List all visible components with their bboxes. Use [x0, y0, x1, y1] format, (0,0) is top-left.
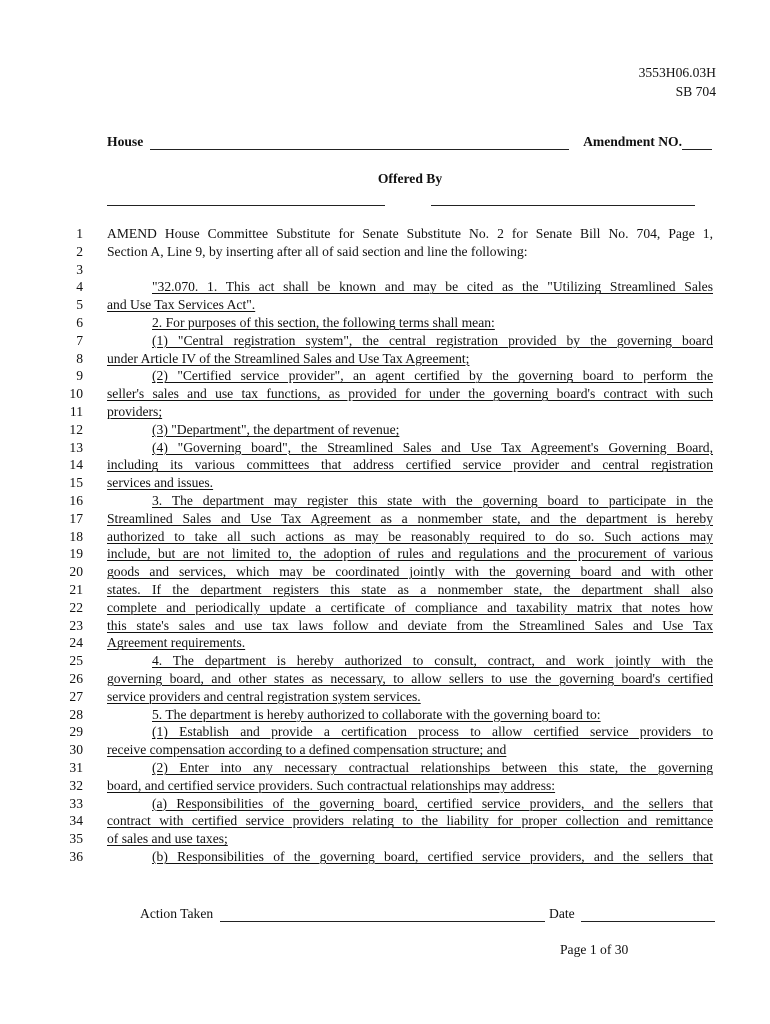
line-text: board, and certified service providers. Such contractual relationships may address: — [107, 777, 556, 793]
line-number: 2 — [76, 243, 83, 259]
document-line — [0, 225, 770, 243]
line-number: 11 — [69, 403, 83, 419]
document-line — [0, 830, 770, 848]
line-number: 16 — [69, 492, 83, 508]
line-text: 3. The department may register this state with the governing board to participate in the — [152, 492, 713, 508]
document-line — [0, 617, 770, 635]
line-number: 36 — [69, 848, 83, 864]
line-text: (2) "Certified service provider", an agent certified by the governing board to perform the — [152, 368, 713, 384]
document-line — [0, 777, 770, 795]
document-line — [0, 314, 770, 332]
document-line — [0, 332, 770, 350]
document-line — [0, 510, 770, 528]
line-number: 28 — [69, 706, 83, 722]
document-line — [0, 599, 770, 617]
line-text: goods and services, which may be coordinated jointly with the governing board and with other — [107, 564, 713, 580]
document-line — [0, 403, 770, 421]
document-line — [0, 688, 770, 706]
document-line — [0, 563, 770, 581]
line-text: governing board, and other states as necessary, to allow sellers to use the governing board's certified — [107, 670, 713, 686]
line-number: 29 — [69, 724, 83, 740]
line-text: Agreement requirements. — [107, 635, 246, 651]
line-number: 4 — [76, 279, 83, 295]
line-number: 20 — [69, 564, 83, 580]
line-text: states. If the department registers this state as a nonmember state, the department shall also — [107, 581, 713, 597]
document-line — [0, 741, 770, 759]
line-text: authorized to take all such actions as may be reasonably required to do so. Such actions may — [107, 528, 713, 544]
line-text: (4) "Governing board", the Streamlined Sales and Use Tax Agreement's Governing Board, — [152, 439, 713, 455]
document-line — [0, 367, 770, 385]
amendment-body — [0, 225, 770, 866]
document-line — [0, 278, 770, 296]
line-number: 21 — [69, 581, 83, 597]
line-text: Streamlined Sales and Use Tax Agreement as a nonmember state, and the department is hereby — [107, 510, 713, 526]
house-label: House — [107, 134, 144, 149]
document-line — [0, 474, 770, 492]
line-text: include, but are not limited to, the adoption of rules and regulations and the procurement of various — [107, 546, 713, 562]
line-text: 4. The department is hereby authorized to consult, contract, and work jointly with the — [152, 653, 713, 669]
bill-number: SB 704 — [675, 84, 716, 99]
line-number: 33 — [69, 795, 83, 811]
line-number: 35 — [69, 831, 83, 847]
line-text: "32.070. 1. This act shall be known and may be cited as the "Utilizing Streamlined Sales — [152, 279, 713, 295]
line-number: 31 — [69, 759, 83, 775]
document-line — [0, 634, 770, 652]
action-taken-blank — [220, 921, 545, 922]
line-number: 14 — [69, 457, 83, 473]
amendment-number-blank — [682, 149, 712, 150]
document-line — [0, 723, 770, 741]
document-line — [0, 456, 770, 474]
line-number: 23 — [69, 617, 83, 633]
line-number: 10 — [69, 386, 83, 402]
line-number: 27 — [69, 688, 83, 704]
line-text: seller's sales and use tax functions, as provided for under the governing board's contract with such — [107, 386, 713, 402]
line-number: 22 — [69, 599, 83, 615]
document-id-block — [639, 63, 716, 101]
document-id: 3553H06.03H — [638, 65, 716, 80]
document-line — [0, 528, 770, 546]
line-number: 6 — [76, 314, 83, 330]
amendment-label-text: Amendment NO. — [583, 134, 682, 149]
line-text: (a) Responsibilities of the governing board, certified service providers, and the sellers that — [152, 795, 713, 811]
line-text: contract with certified service providers relating to the liability for proper collection and remittance — [107, 813, 713, 829]
action-taken-label: Action Taken — [140, 906, 214, 921]
line-text: 2. For purposes of this section, the following terms shall mean: — [152, 314, 495, 330]
document-line — [0, 581, 770, 599]
line-text: providers; — [107, 403, 163, 419]
line-text: (3) "Department", the department of revenue; — [152, 421, 400, 437]
document-line — [0, 848, 770, 866]
document-line — [0, 812, 770, 830]
line-number: 19 — [69, 546, 83, 562]
line-text: including its various committees that address certified service provider and central registration — [107, 457, 713, 473]
offered-by-district-line — [431, 205, 695, 206]
line-text: receive compensation according to a defined compensation structure; and — [107, 742, 507, 758]
line-text: (2) Enter into any necessary contractual relationships between this state, the governing — [152, 759, 713, 775]
line-number: 15 — [69, 475, 83, 491]
line-text: complete and periodically update a certificate of compliance and taxability matrix that notes how — [107, 599, 713, 615]
line-number: 26 — [69, 670, 83, 686]
document-line — [0, 759, 770, 777]
amendment-number-label — [583, 134, 712, 150]
line-number: 1 — [76, 226, 83, 241]
line-text: AMEND House Committee Substitute for Senate Substitute No. 2 for Senate Bill No. 704, Page 1, — [107, 226, 713, 241]
line-number: 9 — [76, 368, 83, 384]
line-number: 5 — [76, 297, 83, 313]
line-text: this state's sales and use tax laws follow and deviate from the Streamlined Sales and Use Tax — [107, 617, 713, 633]
document-line — [0, 439, 770, 457]
offered-by-label: Offered By — [377, 171, 443, 186]
line-number: 24 — [69, 635, 83, 651]
line-text: of sales and use taxes; — [107, 831, 228, 847]
document-line — [0, 545, 770, 563]
line-number: 8 — [76, 350, 83, 366]
line-number: 3 — [76, 261, 83, 277]
action-taken-row — [140, 906, 715, 926]
line-text: (1) Establish and provide a certification process to allow certified service providers to — [152, 724, 713, 740]
offered-by-signature-line — [107, 205, 385, 206]
document-line — [0, 385, 770, 403]
document-line — [0, 261, 770, 279]
line-text: (b) Responsibilities of the governing board, certified service providers, and the sellers that — [152, 848, 713, 864]
line-text: Section A, Line 9, by inserting after all of said section and line the following: — [107, 243, 528, 259]
line-number: 17 — [69, 510, 83, 526]
line-text: under Article IV of the Streamlined Sales and Use Tax Agreement; — [107, 350, 470, 366]
line-number: 30 — [69, 742, 83, 758]
line-text: 5. The department is hereby authorized to collaborate with the governing board to: — [152, 706, 601, 722]
line-number: 18 — [69, 528, 83, 544]
line-text: (1) "Central registration system", the central registration provided by the governing board — [152, 332, 713, 348]
document-line — [0, 421, 770, 439]
document-line — [0, 350, 770, 368]
date-blank — [581, 921, 715, 922]
line-number: 13 — [69, 439, 83, 455]
document-line — [0, 706, 770, 724]
document-line — [0, 795, 770, 813]
date-label: Date — [549, 906, 575, 921]
line-number: 12 — [69, 421, 83, 437]
line-text: service providers and central registration system services. — [107, 688, 421, 704]
document-line — [0, 296, 770, 314]
line-number: 32 — [69, 777, 83, 793]
amendment-header — [107, 134, 712, 154]
line-number: 25 — [69, 653, 83, 669]
line-number: 34 — [69, 813, 83, 829]
document-line — [0, 670, 770, 688]
line-text: and Use Tax Services Act". — [107, 297, 256, 313]
line-number: 7 — [76, 332, 83, 348]
document-line — [0, 492, 770, 510]
document-line — [0, 243, 770, 261]
page-number: Page 1 of 30 — [560, 942, 629, 957]
line-text: services and issues. — [107, 475, 214, 491]
document-line — [0, 652, 770, 670]
house-blank-line — [150, 149, 569, 150]
